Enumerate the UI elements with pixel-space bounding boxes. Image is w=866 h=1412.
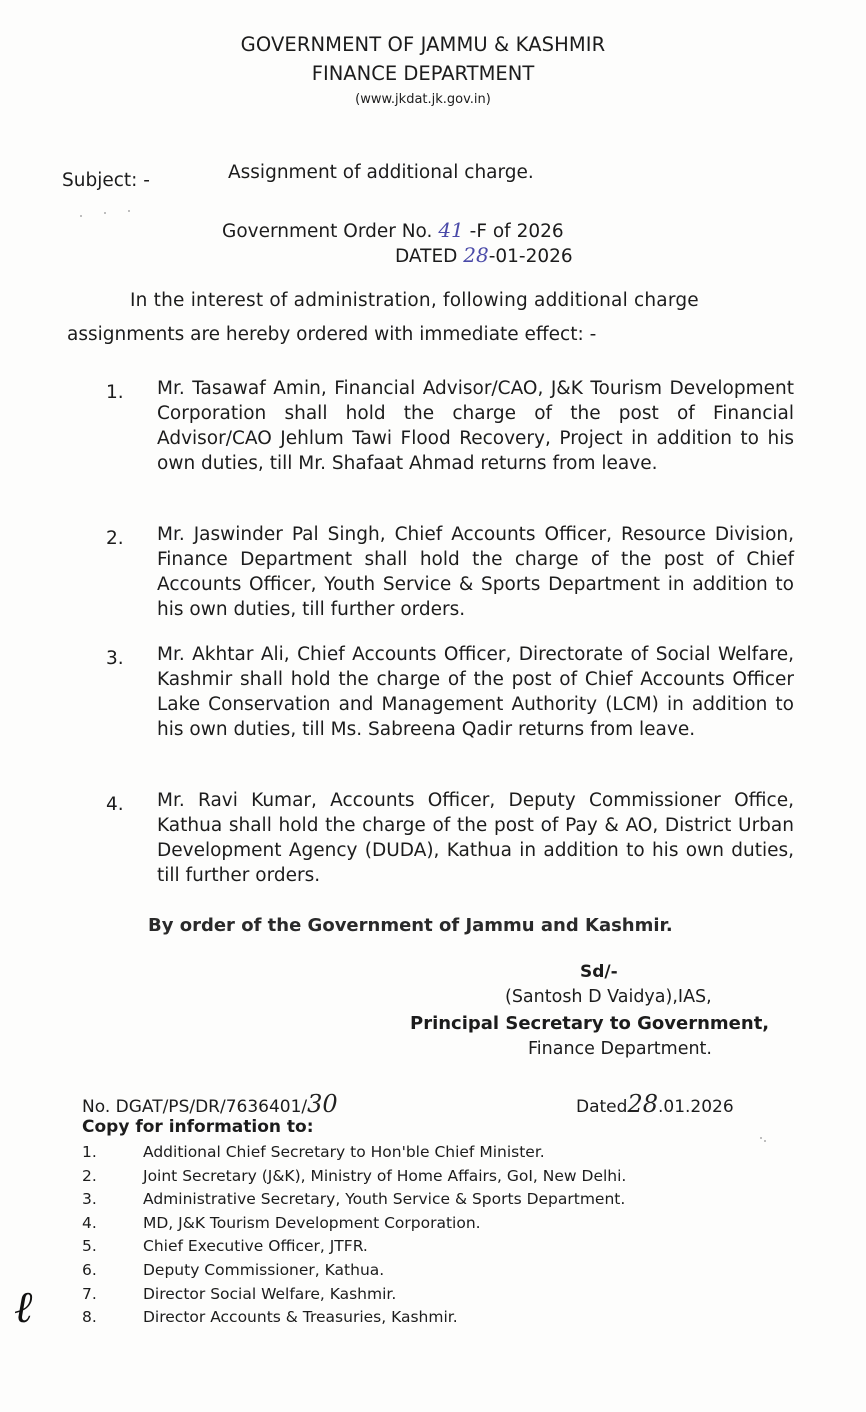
- item-number: 1.: [106, 382, 124, 403]
- copy-item-number: 5.: [82, 1237, 97, 1256]
- reference-date-suffix: .01.2026: [657, 1097, 734, 1117]
- copy-item-number: 1.: [82, 1143, 97, 1161]
- copy-item-text: Deputy Commissioner, Kathua.: [143, 1260, 385, 1279]
- item-number: 2.: [106, 528, 124, 549]
- reference-prefix: No. DGAT/PS/DR/7636401/: [82, 1097, 308, 1117]
- copy-item-text: Joint Secretary (J&K), Ministry of Home Affairs, GoI, New Delhi.: [143, 1166, 627, 1185]
- copy-item-text: Administrative Secretary, Youth Service & Sports Department.: [143, 1190, 626, 1209]
- order-number-line: [222, 218, 564, 242]
- date-day-handwritten: 28: [463, 243, 489, 267]
- item-number: 4.: [106, 794, 124, 815]
- copy-item-text: Director Accounts & Treasuries, Kashmir.: [143, 1308, 458, 1327]
- copy-heading: Copy for information to:: [82, 1117, 314, 1137]
- signatory-name: (Santosh D Vaidya),IAS,: [505, 987, 712, 1007]
- handwritten-margin-mark: ℓ: [14, 1282, 33, 1333]
- scan-speck: [80, 215, 82, 217]
- header-website: (www.jkdat.jk.gov.in): [355, 92, 491, 107]
- order-suffix: -F of 2026: [469, 221, 564, 242]
- date-suffix: -01-2026: [488, 246, 573, 267]
- item-number: 3.: [106, 648, 124, 669]
- copy-item-number: 2.: [82, 1166, 97, 1185]
- copy-item-text: Chief Executive Officer, JTFR.: [143, 1237, 368, 1256]
- item-text: Mr. Tasawaf Amin, Financial Advisor/CAO, J&K Tourism Development Corporation shall hold the charge of the post of Financial Advisor/CAO Jehlum Tawi Flood Recovery, Project in addition to his own duties, till Mr. Shafaat Ahmad returns from leave.: [157, 378, 794, 474]
- reference-number-handwritten: 30: [307, 1090, 338, 1118]
- scan-speck: [128, 210, 130, 212]
- order-date-line: [395, 243, 573, 267]
- scan-speck: [760, 1137, 762, 1139]
- order-prefix: Government Order No.: [222, 221, 433, 242]
- subject-label: Subject: -: [62, 170, 150, 191]
- signatory-title: Principal Secretary to Government,: [410, 1013, 770, 1034]
- item-text: Mr. Akhtar Ali, Chief Accounts Officer, Directorate of Social Welfare, Kashmir shall hold the charge of the post of Chief Accounts Officer Lake Conservation and Management Authority (LCM) in addition to his own duties, till Ms. Sabreena Qadir returns from leave.: [157, 644, 794, 740]
- copy-item-text: Director Social Welfare, Kashmir.: [143, 1284, 397, 1303]
- copy-item-text: MD, J&K Tourism Development Corporation.: [143, 1213, 481, 1232]
- intro-line-2: assignments are hereby ordered with immediate effect: -: [67, 324, 597, 345]
- intro-line-1: In the interest of administration, following additional charge: [130, 290, 699, 311]
- copy-item-number: 3.: [82, 1190, 97, 1209]
- item-text: Mr. Ravi Kumar, Accounts Officer, Deputy Commissioner Office, Kathua shall hold the charge of the post of Pay & AO, District Urban Development Agency (DUDA), Kathua in addition to his own duties, till further orders.: [157, 790, 794, 886]
- dated-label: DATED: [395, 246, 458, 267]
- copy-item-number: 4.: [82, 1213, 97, 1232]
- copy-item-number: 8.: [82, 1308, 97, 1327]
- copy-item-number: 7.: [82, 1284, 97, 1303]
- reference-date: [576, 1090, 734, 1118]
- reference-day-handwritten: 28: [627, 1090, 658, 1118]
- reference-dated-label: Dated: [576, 1097, 628, 1117]
- reference-number: [82, 1090, 338, 1118]
- subject-text: Assignment of additional charge.: [228, 162, 534, 183]
- header-government: GOVERNMENT OF JAMMU & KASHMIR: [240, 33, 606, 56]
- copy-item-number: 6.: [82, 1260, 97, 1279]
- item-text: Mr. Jaswinder Pal Singh, Chief Accounts Officer, Resource Division, Finance Department shall hold the charge of the post of Chief Accounts Officer, Youth Service & Sports Department in addition to his own duties, till further orders.: [157, 524, 794, 620]
- scan-speck: [104, 212, 106, 214]
- scan-speck: [764, 1140, 766, 1142]
- signature-sd: Sd/-: [580, 962, 618, 982]
- copy-item-text: Additional Chief Secretary to Hon'ble Chief Minister.: [143, 1143, 545, 1161]
- order-number-handwritten: 41: [438, 218, 464, 242]
- by-order-statement: By order of the Government of Jammu and Kashmir.: [148, 915, 673, 936]
- signatory-department: Finance Department.: [528, 1039, 712, 1059]
- header-department: FINANCE DEPARTMENT: [311, 62, 535, 85]
